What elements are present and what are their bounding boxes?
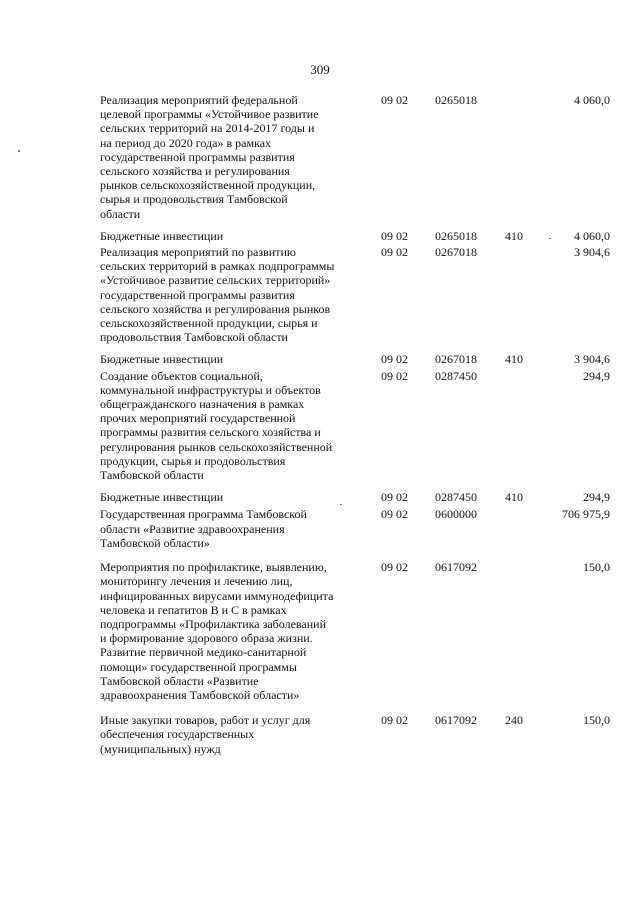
row-target-code: 0287450 (435, 490, 477, 505)
row-section: 09 02 (381, 560, 408, 575)
row-description: Реализация мероприятий по развитию сельских территорий в рамках подпрограммы «Устойчивое развитие сельских территорий» государственной программы развития сельского хозяйства и регулирования рынков сельскохозяйственной продукции, сырья и продовольствия Тамбовской области (100, 245, 335, 345)
row-target-code: 0265018 (435, 93, 477, 107)
row-section: 09 02 (381, 713, 408, 728)
table-row (100, 352, 610, 366)
row-section: 09 02 (381, 507, 408, 522)
row-target-code: 0265018 (435, 228, 477, 243)
row-amount: 4 060,0 (574, 93, 610, 107)
row-target-code: 0600000 (435, 507, 477, 522)
row-amount: 3 904,6 (574, 352, 610, 367)
row-expense-type: 240 (505, 713, 523, 728)
table-row (100, 507, 610, 550)
table-row (100, 369, 610, 483)
row-description: Государственная программа Тамбовской области «Развитие здравоохранения Тамбовской области» (100, 507, 307, 550)
row-target-code: 0267018 (435, 352, 477, 367)
row-amount: 294,9 (583, 368, 610, 383)
row-amount: 150,0 (583, 713, 610, 728)
row-expense-type: 410 (505, 228, 523, 243)
row-expense-type: 410 (505, 352, 523, 367)
row-target-code: 0617092 (435, 560, 477, 575)
table-row (100, 713, 610, 756)
row-description: Бюджетные инвестиции (100, 228, 224, 243)
row-target-code: 0617092 (435, 713, 477, 728)
row-section: 09 02 (381, 93, 408, 107)
scan-mark (18, 150, 20, 152)
table-row (100, 245, 610, 344)
row-description: Создание объектов социальной, коммунальной инфраструктуры и объектов общегражданского назначения в рамках прочих мероприятий государственной программы развития сельского хозяйства и регулирования рынков сельскохозяйственной продукции, сырья и продовольствия Тамбовской области (100, 368, 333, 483)
table-row (100, 490, 610, 504)
row-description: Реализация мероприятий федеральной целевой программы «Устойчивое развитие сельских территорий на 2014-2017 годы и на период до 2020 года» в рамках государственной программы развития сельского хозяйства и регулирования рынков сельскохозяйственной продукции, сырья и продовольствия Тамбовской области (100, 93, 319, 221)
row-section: 09 02 (381, 490, 408, 505)
row-description: Бюджетные инвестиции (100, 352, 224, 367)
budget-table (100, 93, 610, 756)
row-description: Мероприятия по профилактике, выявлению, мониторингу лечения и лечению лиц, инфицированных вирусами иммунодефицита человека и гепатитов В и С в рамках подпрограммы «Профилактика заболеваний и формирование здорового образа жизни. Развитие первичной медико-санитарной помощи» государственной программы Тамбовской области «Развитие здравоохранения Тамбовской области» (100, 560, 334, 702)
table-row (100, 560, 610, 702)
table-row (100, 93, 610, 221)
table-row (100, 229, 610, 243)
row-amount: 150,0 (583, 560, 610, 575)
row-target-code: 0267018 (435, 245, 477, 260)
row-amount: 3 904,6 (574, 245, 610, 260)
row-amount: 706 975,9 (562, 507, 610, 522)
row-amount: 294,9 (583, 490, 610, 505)
row-section: 09 02 (381, 245, 408, 260)
row-section: 09 02 (381, 228, 408, 243)
row-amount: 4 060,0 (574, 228, 610, 243)
row-section: 09 02 (381, 368, 408, 383)
row-description: Бюджетные инвестиции (100, 490, 224, 505)
page-number: 309 (310, 62, 330, 77)
row-expense-type: 410 (505, 490, 523, 505)
row-target-code: 0287450 (435, 368, 477, 383)
row-section: 09 02 (381, 352, 408, 367)
row-description: Иные закупки товаров, работ и услуг для обеспечения государственных (муниципальных) нужд (100, 713, 311, 756)
